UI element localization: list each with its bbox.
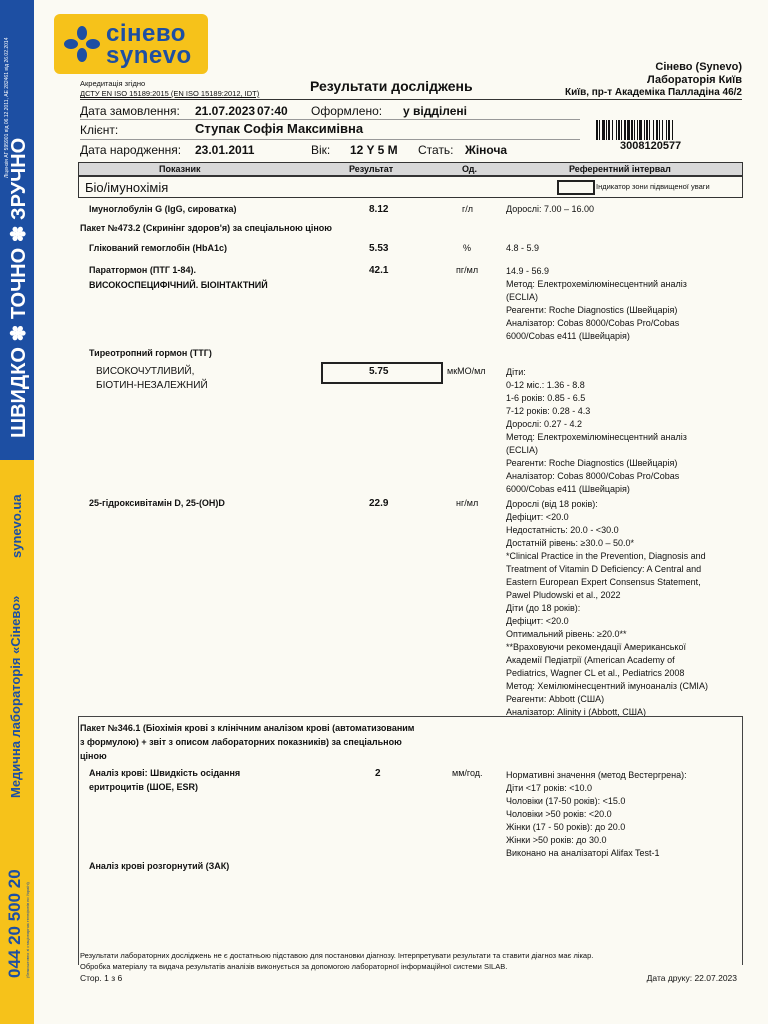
ref-line: Академії Педіатрії (American Academy of [506, 655, 675, 665]
ref-line: Достатній рівень: ≥30.0 – 50.0* [506, 538, 634, 548]
age-label: Вік: [311, 143, 331, 157]
page-number: Стор. 1 з 6 [80, 973, 123, 983]
barcode-bar [672, 120, 673, 140]
ref-line: Pediatrics, Wagner CL et al., Pediatrics 2008 [506, 668, 685, 678]
ref-line: (ECLIA) [506, 445, 539, 455]
table-header [78, 162, 743, 176]
ref-line: Treatment of Vitamin D Deficiency: A Central and [506, 564, 702, 574]
hba1c-ref: 4.8 - 5.9 [506, 243, 540, 253]
package-346-1-line: з формулою) + звіт з описом лабораторних показників) за спеціальною [80, 737, 402, 747]
vitd-unit: нг/мл [456, 498, 479, 508]
pth-subname: ВИСОКОСПЕЦИФІЧНИЙ. БІОІНТАКТНИЙ [89, 280, 268, 290]
ref-line: Виконано на аналізаторі Alifax Test-1 [506, 848, 660, 858]
ref-line: Дорослі: 0.27 - 4.2 [506, 419, 582, 429]
cbc-name: Аналіз крові розгорнутий (ЗАК) [89, 861, 230, 871]
section-title: Біо/імунохімія [85, 180, 169, 195]
tsh-group: Тиреотропний гормон (ТТГ) [89, 348, 212, 358]
hba1c-unit: % [463, 243, 472, 253]
barcode-bar [631, 120, 633, 140]
barcode-bar [621, 120, 622, 140]
ref-line: Аналізатор: Alinity i (Abbott, США) [506, 707, 646, 717]
barcode-bar [656, 120, 658, 140]
barcode-bar [627, 120, 630, 140]
age-value: 12 Y 5 M [350, 143, 398, 157]
ref-line: Діти <17 років: <10.0 [506, 783, 593, 793]
lab-name: Медична лабораторія «Сінево» [8, 595, 23, 798]
barcode-bar [596, 120, 598, 140]
dob-value: 23.01.2011 [195, 143, 255, 157]
org-name: Сінево (Synevo) [655, 61, 742, 73]
ref-line: Оптимальний рівень: ≥20.0** [506, 629, 627, 639]
tsh-unit: мкМО/мл [447, 366, 486, 376]
barcode-bar [639, 120, 642, 140]
pth-result: 42.1 [369, 265, 389, 276]
footer-disclaimer: Результати лабораторних досліджень не є достатньою підставою для постановки діагнозу. Інтерпретувати результати та ставити діагноз має лікар. [80, 951, 594, 960]
barcode-bar [646, 120, 648, 140]
pth-unit: пг/мл [456, 265, 479, 275]
package-346-1-line: ціною [80, 751, 107, 761]
vitd-name: 25-гідроксивітамін D, 25-(OH)D [89, 498, 225, 508]
barcode-bar [659, 120, 660, 140]
print-date: Дата друку: 22.07.2023 [646, 973, 737, 983]
ref-line: Жінки (17 - 50 років): до 20.0 [506, 822, 626, 832]
sex-label: Стать: [418, 143, 454, 157]
col-ref: Референтний інтервал [569, 164, 671, 174]
page-title: Результати досліджень [310, 78, 473, 94]
slogan [6, 137, 31, 438]
barcode-number: 3008120577 [620, 140, 682, 152]
ref-line: Метод: Електрохемілюмінесцентний аналіз [506, 432, 687, 442]
barcode-bar [668, 120, 670, 140]
hba1c-name: Глікований гемоглобін (HbA1c) [89, 243, 227, 253]
ref-line: Чоловіки >50 років: <20.0 [506, 809, 612, 819]
ref-line: Дефіцит: <20.0 [506, 616, 569, 626]
license-text: Ліцензія АГ 595901 від 06.12.2011, АЕ 282461 від 26.02.2014 [4, 37, 10, 178]
slogan-word-3: ЗРУЧНО [8, 137, 30, 220]
sex-value: Жіноча [465, 143, 508, 157]
col-indicator: Показник [159, 164, 201, 174]
col-unit: Од. [462, 164, 477, 174]
ref-line: 7-12 років: 0.28 - 4.3 [506, 406, 591, 416]
phone-number[interactable]: 044 20 500 20 [5, 869, 24, 978]
tsh-name: ВИСОКОЧУТЛИВИЙ, [96, 366, 195, 377]
ref-line: *Clinical Practice in the Prevention, Diagnosis and [506, 551, 706, 561]
ref-line: Недостатність: 20.0 - <30.0 [506, 525, 619, 535]
client-label: Клієнт: [80, 123, 119, 137]
phone-note: (безкоштовно зі стаціонарних телефонів по Україні) [25, 882, 30, 978]
order-time: 07:40 [257, 104, 288, 118]
ref-line: Дефіцит: <20.0 [506, 512, 569, 522]
ref-line: 6000/Cobas e411 (Швейцарія) [506, 331, 630, 341]
barcode-bar [637, 120, 638, 140]
accreditation-standard: ДСТУ EN ISO 15189:2015 (EN ISO 15189:2012, IDT) [80, 89, 260, 98]
slogan-word-2: ТОЧНО [8, 247, 30, 320]
ref-line: Реагенти: Roche Diagnostics (Швейцарія) [506, 458, 678, 468]
barcode-bar [662, 120, 663, 140]
ref-line: Діти (до 18 років): [506, 603, 581, 613]
ref-line: **Враховуючи рекомендації Американської [506, 642, 686, 652]
ref-line: Pawel Pludowski et al., 2022 [506, 590, 621, 600]
igg-unit: г/л [462, 204, 474, 214]
esr-name: Аналіз крові: Швидкість осідання [89, 768, 241, 778]
order-date-label: Дата замовлення: [80, 104, 180, 118]
flower-bullet-icon: ✽ [8, 324, 30, 342]
slogan-word-1: ШВИДКО [8, 347, 30, 438]
barcode-bar [666, 120, 667, 140]
barcode-bar [602, 120, 605, 140]
package-346-1-line: Пакет №346.1 (Біохімія крові з клінічним аналізом крові (автоматизованим [80, 723, 415, 733]
tsh-result: 5.75 [369, 366, 389, 377]
barcode-bar [618, 120, 620, 140]
igg-result: 8.12 [369, 204, 389, 215]
attention-legend: Індикатор зони підвищеної уваги [596, 182, 710, 191]
esr-unit: мм/год. [452, 768, 483, 778]
vitd-result: 22.9 [369, 498, 389, 509]
ref-line: 6000/Cobas e411 (Швейцарія) [506, 484, 630, 494]
hba1c-result: 5.53 [369, 243, 389, 254]
flower-bullet-icon: ✽ [8, 225, 30, 243]
ref-line: Аналізатор: Cobas 8000/Cobas Pro/Cobas [506, 318, 680, 328]
issued-label: Оформлено: [311, 104, 383, 118]
barcode-bar [653, 120, 654, 140]
esr-subname: еритроцитів (ШОЕ, ESR) [89, 782, 198, 792]
ref-line: Діти: [506, 367, 526, 377]
synevo-logo [54, 14, 208, 74]
barcode-bar [649, 120, 650, 140]
client-name: Ступак Софія Максимівна [195, 121, 364, 136]
ref-line: 0-12 міс.: 1.36 - 8.8 [506, 380, 585, 390]
footer-silab-note: Обробка матеріалу та видача результатів аналізів виконується за допомогою лабораторної інформаційної системи SILAB. [80, 962, 508, 971]
section-header [78, 176, 743, 198]
logo-text-cyrillic: сінево [106, 20, 186, 47]
tsh-subname: БІОТИН-НЕЗАЛЕЖНИЙ [96, 380, 208, 391]
esr-result: 2 [375, 768, 381, 779]
ref-line: Дорослі (від 18 років): [506, 499, 598, 509]
barcode-bar [599, 120, 600, 140]
barcode-bar [606, 120, 607, 140]
lab-branch: Лабораторія Київ [646, 74, 742, 86]
ref-line: 1-6 років: 0.85 - 6.5 [506, 393, 586, 403]
attention-result-box [321, 362, 443, 384]
pth-name: Паратгормон (ПТГ 1-84). [89, 265, 196, 275]
logo-text-latin: synevo [106, 42, 192, 69]
col-result: Результат [349, 164, 394, 174]
flower-logo-icon [64, 26, 100, 62]
ref-line: (ECLIA) [506, 292, 539, 302]
ref-line: Аналізатор: Cobas 8000/Cobas Pro/Cobas [506, 471, 680, 481]
website[interactable]: synevo.ua [9, 494, 24, 558]
ref-line: Eastern European Expert Consensus Statement, [506, 577, 701, 587]
igg-name: Імуноглобулін G (IgG, сироватка) [89, 204, 237, 214]
barcode-bar [644, 120, 645, 140]
ref-line: Реагенти: Abbott (США) [506, 694, 605, 704]
header-divider [80, 99, 742, 100]
package-473-2: Пакет №473.2 (Скринінг здоров'я) за спеціальною ціною [80, 223, 332, 233]
ref-line: Жінки >50 років: до 30.0 [506, 835, 607, 845]
dob-label: Дата народження: [80, 143, 182, 157]
issued-value: у відділені [403, 104, 468, 118]
accreditation-label: Акредитація згідно [80, 79, 146, 88]
ref-line: Метод: Хемілюмінесцентний імуноаналіз (CMIA) [506, 681, 708, 691]
row-divider [80, 119, 580, 120]
barcode-bar [616, 120, 617, 140]
ref-line: 14.9 - 56.9 [506, 266, 550, 276]
barcode-bar [634, 120, 635, 140]
package-346-1-block [78, 716, 743, 965]
barcode-bar [608, 120, 610, 140]
barcode-image [596, 120, 738, 140]
row-divider [80, 139, 580, 140]
lab-address: Київ, пр-т Академіка Палладіна 46/2 [565, 87, 742, 98]
ref-line: Реагенти: Roche Diagnostics (Швейцарія) [506, 305, 678, 315]
ref-line: Чоловіки (17-50 років): <15.0 [506, 796, 626, 806]
order-date: 21.07.2023 [195, 104, 256, 118]
igg-ref: Дорослі: 7.00 – 16.00 [506, 204, 595, 214]
ref-line: Нормативні значення (метод Вестергрена): [506, 770, 687, 780]
ref-line: Метод: Електрохемілюмінесцентний аналіз [506, 279, 687, 289]
barcode-bar [624, 120, 626, 140]
attention-indicator-swatch [557, 180, 595, 195]
barcode-bar [612, 120, 613, 140]
